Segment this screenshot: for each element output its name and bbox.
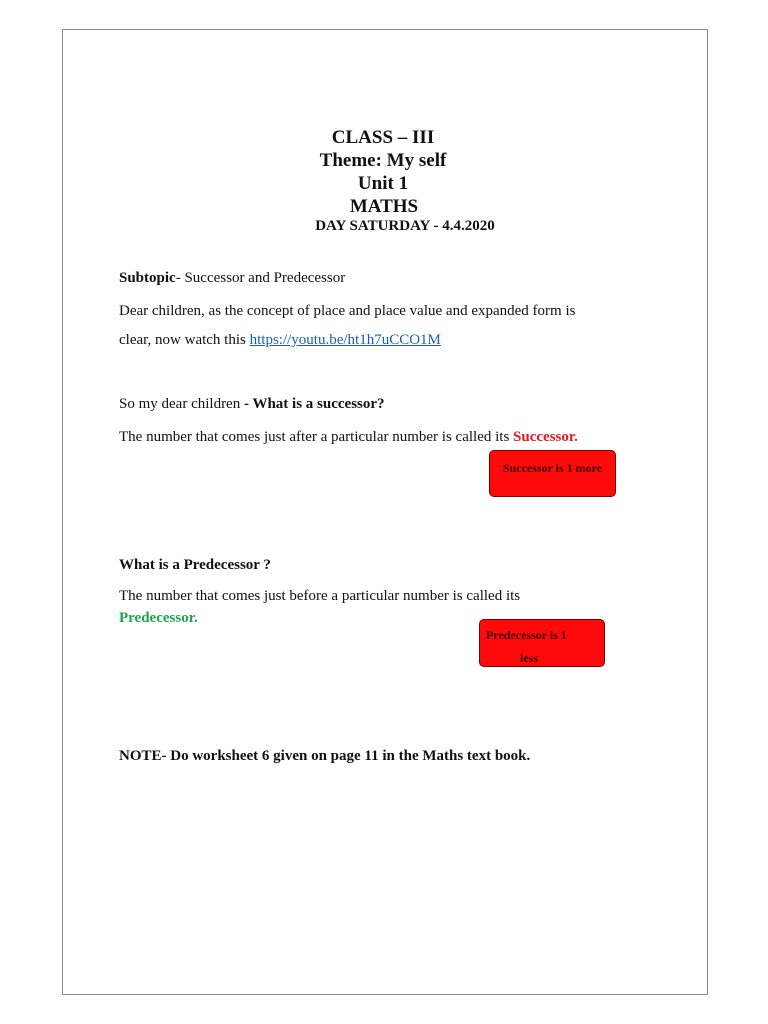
day-date-heading: DAY SATURDAY - 4.4.2020 (315, 218, 495, 234)
intro-line-1: Dear children, as the concept of place and place value and expanded form is (119, 303, 576, 319)
successor-term: Successor. (513, 429, 578, 445)
subtopic-text: - Successor and Predecessor (175, 270, 346, 286)
predecessor-question (119, 557, 271, 574)
successor-question-prefix: So my dear children (119, 396, 244, 412)
intro-line-2 (119, 332, 441, 349)
theme-heading: Theme: My self (319, 150, 447, 171)
subtopic-label: Subtopic (119, 270, 176, 286)
predecessor-callout-line-2: less (520, 651, 538, 665)
successor-definition-text: The number that comes just after a particular number is called its (119, 429, 514, 445)
successor-definition (119, 429, 578, 446)
intro-line-2-text: clear, now watch this (119, 332, 250, 348)
predecessor-definition: The number that comes just before a particular number is called its (119, 588, 521, 604)
successor-callout-text: Successor is 1 more (502, 461, 603, 475)
subject-heading: MATHS (349, 196, 419, 217)
class-heading: CLASS – III (331, 127, 435, 148)
subtopic-line (119, 270, 345, 287)
note-line: NOTE- Do worksheet 6 given on page 11 in the Maths text book. (119, 748, 531, 764)
successor-question-bold: - What is a successor? (243, 396, 385, 412)
predecessor-question-text: What is a Predecessor ? (119, 557, 271, 573)
predecessor-term: Predecessor. (119, 610, 198, 626)
predecessor-callout-line-1: Predecessor is 1 (486, 628, 567, 642)
youtube-link[interactable]: https://youtu.be/ht1h7uCCO1M (249, 332, 441, 348)
predecessor-term-line (119, 610, 198, 627)
unit-heading: Unit 1 (357, 173, 409, 194)
successor-question (119, 396, 385, 413)
predecessor-callout-box (479, 619, 605, 667)
successor-callout-box (489, 450, 616, 497)
